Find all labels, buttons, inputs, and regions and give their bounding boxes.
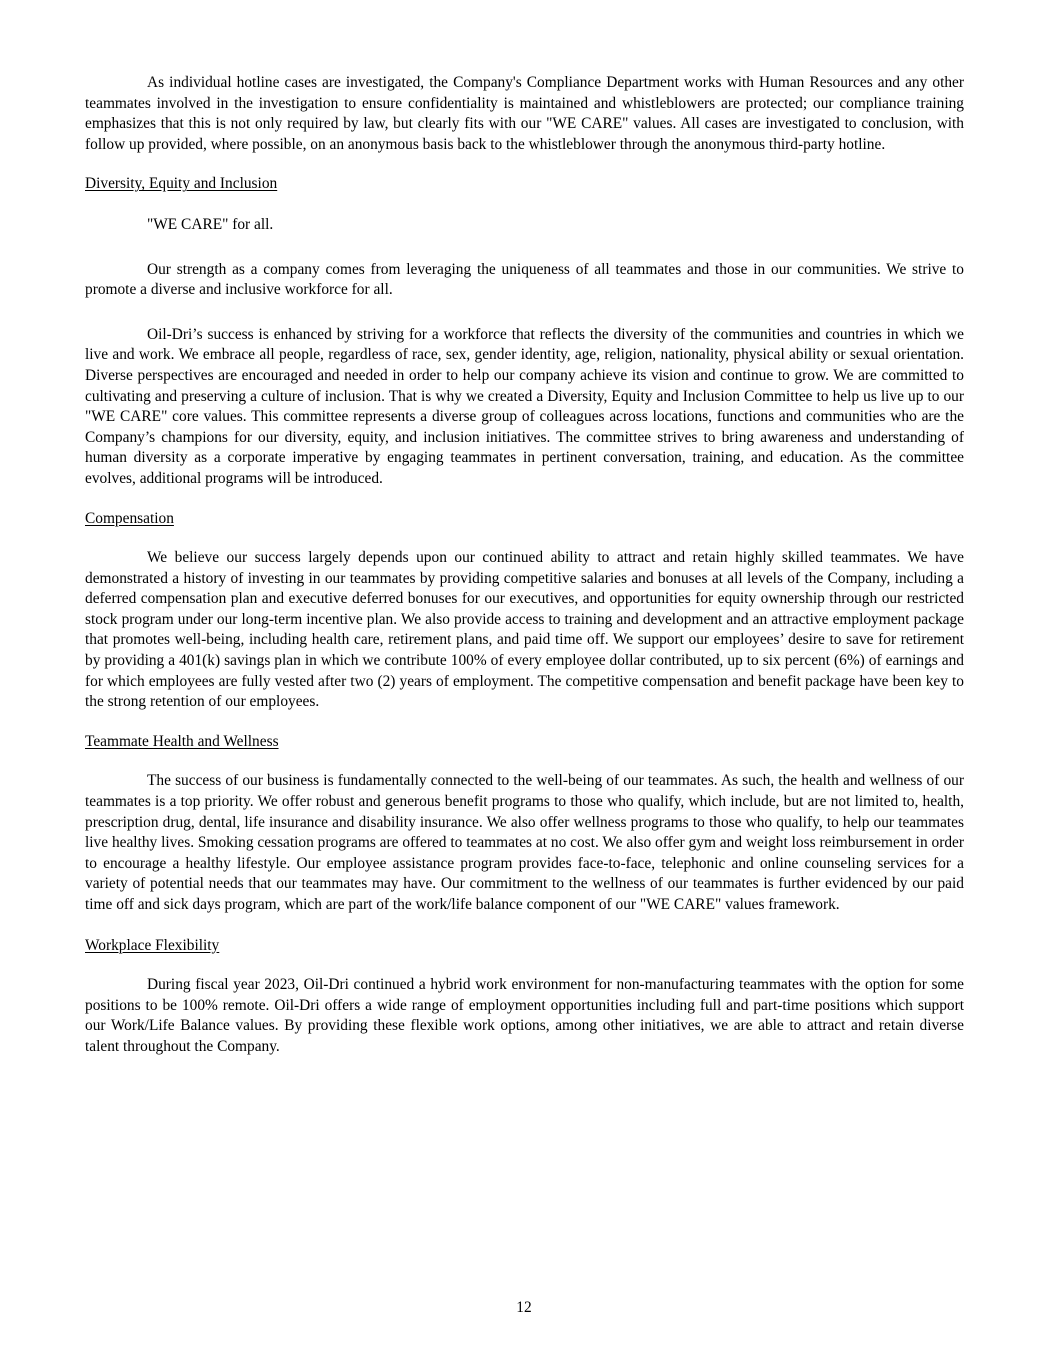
diversity-tagline: "WE CARE" for all. (147, 215, 274, 233)
compensation-paragraph: We believe our success largely depends upon our continued ability to attract and retain highly skilled teammates. We have demonstrated a history of investing in our teammates by providing competitive salaries and bonuses at all levels of the Company, including a deferred compensation plan and executive deferred bonuses for our executives, and opportunities for equity ownership through our restricted stock program under our long-term incentive plan. We also provide access to training and development and an attractive employment package that promotes well-being, including health care, retirement plans, and paid time off. We support our employees’ desire to save for retirement by providing a 401(k) savings plan in which we contribute 100% of every employee dollar contributed, up to six percent (6%) of earnings and for which employees are fully vested after two (2) years of employment. The competitive compensation and benefit package have been key to the strong retention of our employees. (85, 549, 964, 711)
document-page (85, 73, 964, 1058)
health-paragraph: The success of our business is fundamentally connected to the well-being of our teammates. As such, the health and wellness of our teammates is a top priority. We offer robust and generous benefit programs to those who qualify, which include, but are not limited to, health, prescription drug, dental, life insurance and disability insurance. We also offer wellness programs to those who qualify, to help our teammates live healthy lives. Smoking cessation programs are offered to teammates at no cost. We also offer gym and weight loss reimbursement in order to encourage a healthy lifestyle. Our employee assistance program provides face-to-face, telephonic and online counseling services for a variety of potential needs that our teammates may have. Our commitment to the wellness of our teammates is further evidenced by our paid time off and sick days program, which are part of the work/life balance component of our "WE CARE" values framework. (85, 772, 964, 913)
flexibility-paragraph: During fiscal year 2023, Oil-Dri continued a hybrid work environment for non-manufacturing teammates with the option for some positions to be 100% remote. Oil-Dri offers a wide range of employment opportunities including full and part-time positions which support our Work/Life Balance values. By providing these flexible work options, among other initiatives, we are able to attract and retain diverse talent throughout the Company. (85, 976, 964, 1055)
section-heading-flexibility: Workplace Flexibility (85, 936, 220, 954)
diversity-paragraph-2: Oil-Dri’s success is enhanced by striving for a workforce that reflects the diversity of the communities and countries in which we live and work. We embrace all people, regardless of race, sex, gender identity, age, religion, nationality, physical ability or sexual orientation. Diverse perspectives are encouraged and needed in order to help our company achieve its vision and continue to grow. We are committed to cultivating and preserving a culture of inclusion. That is why we created a Diversity, Equity and Inclusion Committee to help us live up to our "WE CARE" core values. This committee represents a diverse group of colleagues across locations, functions and communities who are the Company’s champions for our diversity, equity, and inclusion initiatives. The committee strives to bring awareness and understanding of human diversity as a corporate imperative by engaging teammates in pertinent conversation, training, and education. As the committee evolves, additional programs will be introduced. (85, 325, 964, 487)
section-heading-compensation: Compensation (85, 509, 174, 527)
section-heading-health: Teammate Health and Wellness (85, 732, 279, 750)
section-heading-diversity: Diversity, Equity and Inclusion (85, 175, 278, 193)
page-number: 12 (516, 1299, 532, 1316)
hotline-paragraph: As individual hotline cases are investigated, the Company's Compliance Department works with Human Resources and any other teammates involved in the investigation to ensure confidentiality is maintained and whistleblowers are protected; our compliance training emphasizes that this is not only required by law, but clearly fits with our "WE CARE" values. All cases are investigated to conclusion, with follow up provided, where possible, on an anonymous basis back to the whistleblower through the anonymous third-party hotline. (85, 74, 964, 153)
diversity-paragraph-1: Our strength as a company comes from leveraging the uniqueness of all teammates and those in our communities. We strive to promote a diverse and inclusive workforce for all. (85, 260, 964, 299)
